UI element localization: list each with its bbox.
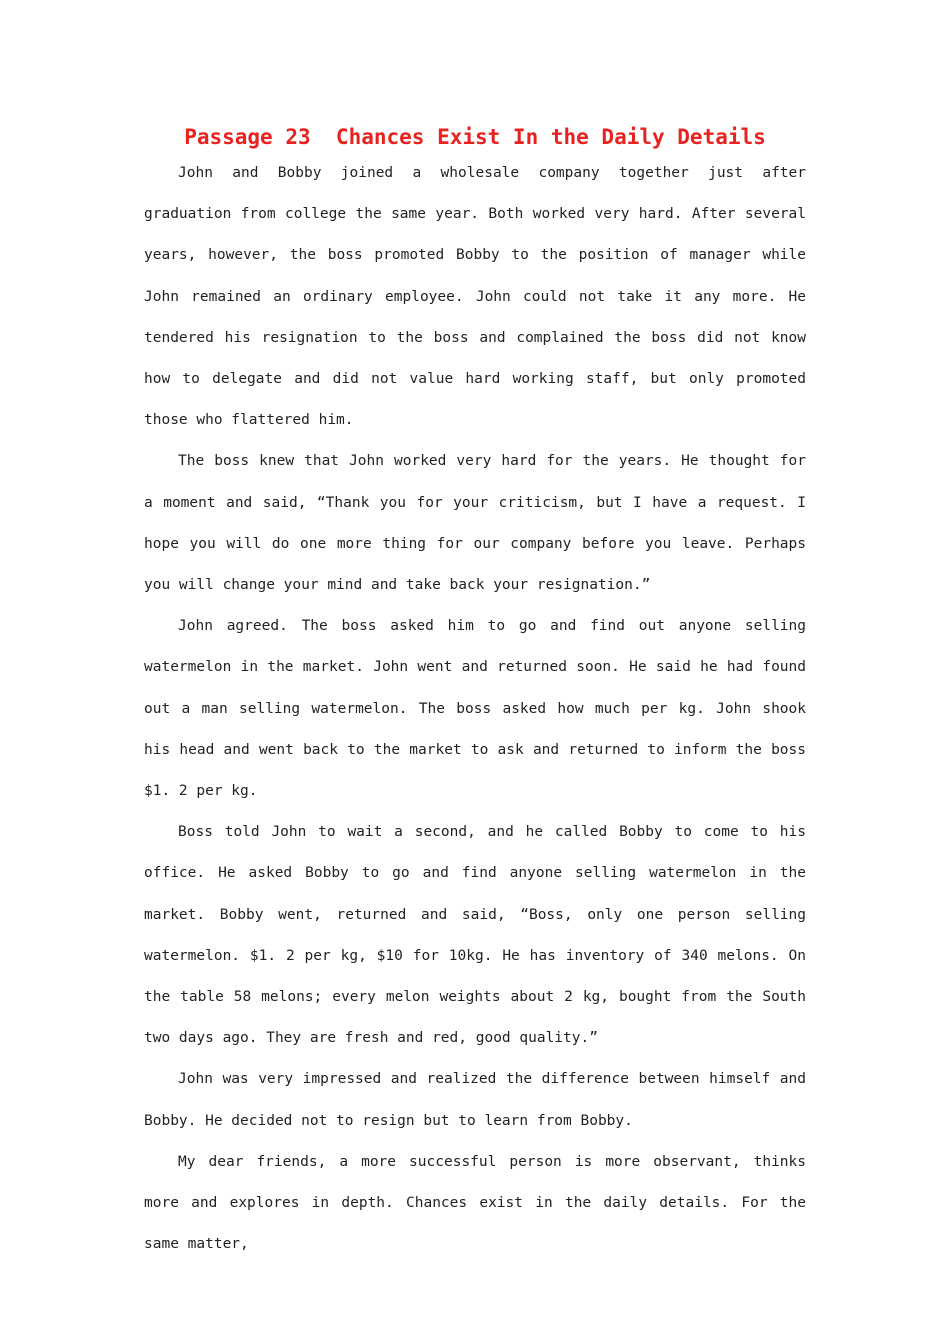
- paragraph-5: John was very impressed and realized the difference between himself and Bobby. He decided not to resign but to learn from Bobby.: [144, 1071, 806, 1129]
- passage-body: [144, 153, 806, 1265]
- paragraph-1: John and Bobby joined a wholesale company together just after graduation from college the same year. Both worked very hard. After several years, however, the boss promoted Bobby to the position of manager while John remained an ordinary employee. John could not take it any more. He tendered his resignation to the boss and complained the boss did not know how to delegate and did not value hard working staff, but only promoted those who flattered him.: [144, 165, 806, 429]
- passage-title: Passage 23 Chances Exist In the Daily Details: [184, 125, 766, 149]
- paragraph-6: My dear friends, a more successful person is more observant, thinks more and explores in depth. Chances exist in the daily details. For the same matter,: [144, 1153, 806, 1253]
- paragraph-4: Boss told John to wait a second, and he called Bobby to come to his office. He asked Bobby to go and find anyone selling watermelon in the market. Bobby went, returned and said, “Boss, only one person selling watermelon. $1. 2 per kg, $10 for 10kg. He has inventory of 340 melons. On the table 58 melons; every melon weights about 2 kg, bought from the South two days ago. They are fresh and red, good quality.”: [144, 824, 806, 1047]
- paragraph-3: John agreed. The boss asked him to go and find out anyone selling watermelon in the market. John went and returned soon. He said he had found out a man selling watermelon. The boss asked how much per kg. John shook his head and went back to the market to ask and returned to inform the boss $1. 2 per kg.: [144, 618, 806, 800]
- paragraph-2: The boss knew that John worked very hard for the years. He thought for a moment and said, “Thank you for your criticism, but I have a request. I hope you will do one more thing for our company before you leave. Perhaps you will change your mind and take back your resignation.”: [144, 453, 806, 594]
